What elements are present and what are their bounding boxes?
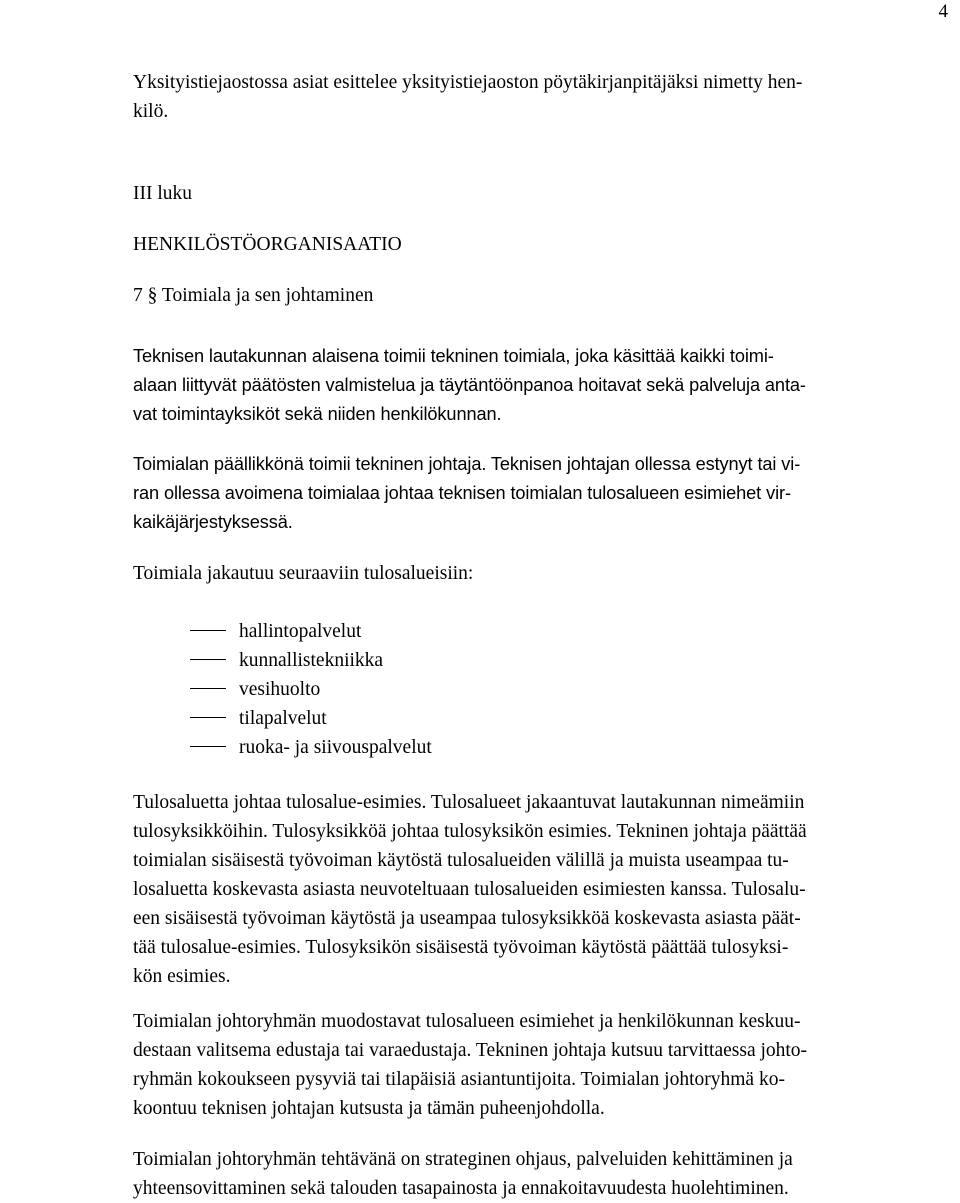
chapter-label: III luku <box>133 183 193 204</box>
page-number: 4 <box>938 1 948 22</box>
paragraph-paallikko <box>133 450 960 537</box>
dash-bullet <box>190 717 226 718</box>
text-line: tää tulosalue-esimies. Tulosyksikön sisäisestä työvoiman käytöstä päättää tulosyksi- <box>133 937 789 958</box>
list-item <box>190 733 432 762</box>
text-line: Toimialan päällikkönä toimii tekninen johtaja. Teknisen johtajan ollessa estynyt tai vi- <box>133 454 801 474</box>
paragraph-tehtava <box>133 1145 960 1203</box>
list-item-text: kunnallistekniikka <box>239 650 384 671</box>
text-line: Yksityistiejaostossa asiat esittelee yksityistiejaoston pöytäkirjanpitäjäksi nimetty hen- <box>133 72 803 93</box>
text-line: yhteensovittaminen sekä talouden tasapainosta ja ennakoitavuudesta huolehtiminen. <box>133 1178 789 1199</box>
text-line: koontuu teknisen johtajan kutsusta ja tämän puheenjohdolla. <box>133 1098 605 1119</box>
paragraph-johtoryhma <box>133 1007 960 1123</box>
list-item-text: vesihuolto <box>239 679 321 700</box>
list-item-text: tilapalvelut <box>239 708 327 729</box>
text-line: kaikäjärjestyksessä. <box>133 512 293 532</box>
list-item <box>190 617 361 646</box>
text-line: een sisäisestä työvoiman käytöstä ja useampaa tulosyksikköä koskevasta asiasta päät- <box>133 908 801 929</box>
paragraph-jakautuu <box>133 559 960 588</box>
text-line: losaluetta koskevasta asiasta neuvoteltuaan tulosalueiden esimiesten kanssa. Tulosalu- <box>133 879 806 900</box>
dash-bullet <box>190 659 226 660</box>
text-line: kön esimies. <box>133 966 231 987</box>
paragraph-tulosalue <box>133 788 960 991</box>
dash-bullet <box>190 746 226 747</box>
text-line: ran ollessa avoimena toimialaa johtaa teknisen toimialan tulosalueen esimiehet vir- <box>133 483 791 503</box>
dash-bullet <box>190 630 226 631</box>
chapter-heading <box>133 179 960 208</box>
list-item <box>190 704 327 733</box>
section-heading-block <box>133 281 960 310</box>
list-item <box>190 646 383 675</box>
text-line: toimialan sisäisestä työvoiman käytöstä tulosalueiden välillä ja muista useampaa tu- <box>133 850 789 871</box>
paragraph-intro <box>133 68 960 126</box>
text-line: Tulosaluetta johtaa tulosalue-esimies. Tulosalueet jakaantuvat lautakunnan nimeämiin <box>133 792 805 813</box>
text-line: alaan liittyvät päätösten valmistelua ja täytäntöönpanoa hoitavat sekä palveluja anta- <box>133 375 806 395</box>
text-line: kilö. <box>133 101 169 122</box>
text-line: ryhmän kokoukseen pysyviä tai tilapäisiä asiantuntijoita. Toimialan johtoryhmä ko- <box>133 1069 785 1090</box>
list-item <box>190 675 320 704</box>
paragraph-toimiala <box>133 342 960 429</box>
chapter-title: HENKILÖSTÖORGANISAATIO <box>133 234 402 255</box>
text-line: vat toimintayksiköt sekä niiden henkilökunnan. <box>133 404 502 424</box>
list-item-text: ruoka- ja siivouspalvelut <box>239 737 432 758</box>
text-line: tulosyksikköihin. Tulosyksikköä johtaa tulosyksikön esimies. Tekninen johtaja päättää <box>133 821 807 842</box>
section-heading: 7 § Toimiala ja sen johtaminen <box>133 285 374 306</box>
list-item-text: hallintopalvelut <box>239 621 362 642</box>
text-line: Toimiala jakautuu seuraaviin tulosalueisiin: <box>133 563 474 584</box>
chapter-title-block <box>133 230 960 259</box>
text-line: Toimialan johtoryhmän tehtävänä on strateginen ohjaus, palveluiden kehittäminen ja <box>133 1149 793 1170</box>
text-line: Teknisen lautakunnan alaisena toimii tekninen toimiala, joka käsittää kaikki toimi- <box>133 346 774 366</box>
dash-bullet <box>190 688 226 689</box>
text-line: destaan valitsema edustaja tai varaedustaja. Tekninen johtaja kutsuu tarvittaessa johto- <box>133 1040 808 1061</box>
text-line: Toimialan johtoryhmän muodostavat tulosalueen esimiehet ja henkilökunnan keskuu- <box>133 1011 801 1032</box>
